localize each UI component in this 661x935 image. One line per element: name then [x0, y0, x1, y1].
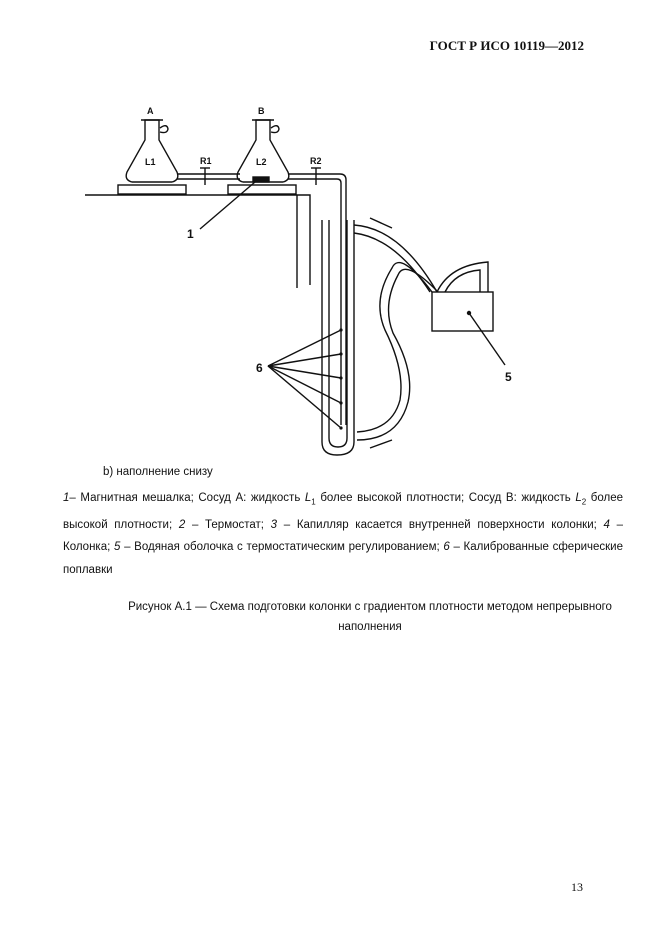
liquid-1-label: L1 [145, 157, 156, 167]
liquid-2-label: L2 [256, 157, 267, 167]
vessel-a-label: A [147, 106, 154, 116]
clamp-r1-label: R1 [200, 156, 212, 166]
jacket-loop-inner [357, 269, 438, 440]
flask-a-stopcock [160, 126, 168, 133]
flow-arrow-bottom [370, 440, 392, 448]
thermostat-wall [297, 195, 310, 285]
figure-legend: 1– Магнитная мешалка; Сосуд А: жидкость $L_1$ более высокой плотности; Сосуд В: жидкость $L_2$ более высокой плотности; 2 – Термостат; 3 – Капилляр касается внутренней поверхности колонки; 4 – Колонка; 5 – Водяная оболочка с термостатическим регулированием; 6 – Калиброванные сферические поплавки [63, 492, 623, 576]
caption-line-1: Рисунок А.1 — Схема подготовки колонки с градиентом плотности методом непрерывного [128, 601, 612, 613]
legend-num-1: 1 [63, 492, 70, 504]
document-header: ГОСТ Р ИСО 10119—2012 [429, 38, 584, 53]
caption-line-2: наполнения [338, 621, 402, 633]
jacket-loop-outer [357, 263, 432, 432]
capillary-tube-inner [288, 179, 341, 425]
flow-arrow-top [370, 218, 392, 228]
legend-num-3: 3 [270, 518, 278, 531]
flask-a [126, 120, 178, 182]
magnetic-stir-bar [253, 177, 269, 182]
callout-1-label: 1 [187, 227, 194, 241]
callout-5-leader [469, 313, 505, 365]
clamp-r2-label: R2 [310, 156, 322, 166]
legend-num-4: 4 [603, 518, 610, 531]
stirrer-plate-b [228, 185, 296, 194]
figure-subcaption: b) наполнение снизу [103, 466, 213, 478]
legend-num-2: 2 [178, 518, 186, 531]
callout-5-label: 5 [505, 370, 512, 384]
flask-b-stopcock [271, 126, 279, 133]
legend-num-5: 5 [114, 541, 121, 554]
page-number: 13 [571, 880, 583, 894]
figure-caption [60, 597, 661, 637]
legend-num-6: 6 [443, 541, 450, 554]
stirrer-plate-a [118, 185, 186, 194]
callout-6-label: 6 [256, 361, 263, 375]
flask-b [237, 120, 289, 182]
column-inner [329, 220, 347, 447]
thermostat-box [432, 292, 493, 331]
vessel-b-label: B [258, 106, 265, 116]
